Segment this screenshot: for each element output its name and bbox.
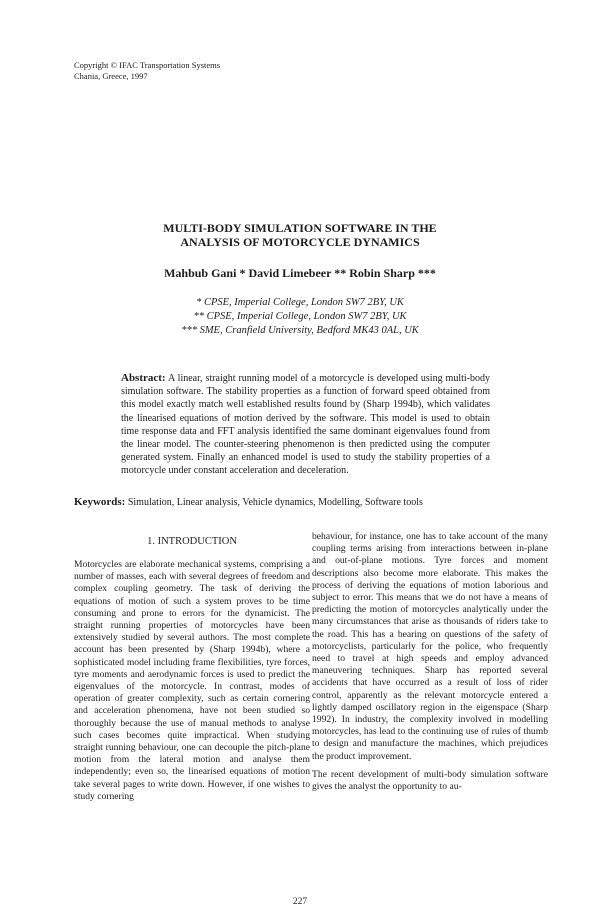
page-number: 227 — [292, 897, 308, 907]
affiliation-1: * CPSE, Imperial College, London SW7 2BY, UK — [196, 297, 404, 308]
author-list: Mahbub Gani * David Limebeer ** Robin Sharp *** — [164, 266, 436, 280]
title-line-1: MULTI-BODY SIMULATION SOFTWARE IN THE — [163, 221, 437, 235]
affiliation-3: *** SME, Cranfield University, Bedford MK43 0AL, UK — [181, 325, 419, 336]
keywords-text: Simulation, Linear analysis, Vehicle dynamics, Modelling, Software tools — [127, 497, 423, 508]
left-column — [74, 531, 310, 803]
conference-location: Chania, Greece, 1997 — [74, 71, 148, 81]
body-paragraph: Motorcycles are elaborate mechanical systems, comprising a number of masses, each with several degrees of freedom and complex coupling geometry. The task of deriving the equations of motion of such a system proves to be time consuming and prone to errors for the dynamicist. The straight running properties of motorcycles have been extensively studied by several authors. The most complete account has been presented by (Sharp 1994b), where a sophisticated model including frame flexibilities, tyre forces, tyre moments and aerodynamic forces is used to predict the eigenvalues of the motorcycle. In contrast, modes of operation of greater complexity, such as certain cornering and acceleration phenomena, have not been studied so thoroughly because the use of manual methods to analyse such cases becomes quite impractical. When studying straight running behaviour, one can decouple the pitch-plane motion from the lateral motion and analyse them independently; even so, the linearised equations of motion take several pages to write down. However, if one wishes to study cornering — [74, 559, 310, 802]
right-column — [312, 531, 548, 793]
abstract-text: A linear, straight running model of a motorcycle is developed using multi-body simulation software. The stability properties as a function of forward speed obtained from this model exactly match well established results found by (Sharp 1994b), which validates the linearised equations of motion derived by the software. This model is used to obtain time response data and FFT analysis identified the same dominant eigenvalues found from the linear model. The counter-steering phenomenon is then predicted using the computer generated system. Finally an enhanced model is used to study the stability properties of a motorcycle under constant acceleration and deceleration. — [121, 373, 490, 477]
body-paragraph: The recent development of multi-body simulation software gives the analyst the opportunity to au- — [312, 768, 548, 793]
paper-title — [0, 221, 600, 249]
keywords — [74, 496, 534, 509]
keywords-label: Keywords: — [74, 496, 126, 508]
affiliations — [0, 296, 600, 338]
copyright-notice — [74, 60, 220, 82]
title-line-2: ANALYSIS OF MOTORCYCLE DYNAMICS — [180, 235, 420, 249]
section-heading: 1. INTRODUCTION — [147, 536, 237, 547]
body-paragraph: behaviour, for instance, one has to take account of the many coupling terms arising from interactions between in-plane and out-of-plane motions. Tyre forces and moment descriptions also become more elaborate. This makes the process of deriving the equations of motion laborious and subject to error. This means that we do not have a means of predicting the motion of motorcycles analytically under the many circumstances that arise as thousands of riders take to the road. This has a bearing on questions of the safety of motorcyclists, particularly for the police, who frequently need to travel at high speeds and employ advanced maneuvering techniques. Sharp has reported several accidents that have occurred as a result of loss of rider control, apparently as the relevant motorcycle entered a lightly damped oscillatory region in the eigenspace (Sharp 1992). In industry, the complexity involved in modelling motorcycles, has lead to the continuing use of rules of thumb to design and manufacture the machines, which prejudices the product improvement. — [312, 531, 548, 762]
abstract — [121, 372, 490, 478]
copyright-line: Copyright © IFAC Transportation Systems — [74, 60, 221, 70]
abstract-label: Abstract: — [121, 372, 166, 384]
affiliation-2: ** CPSE, Imperial College, London SW7 2BY, UK — [193, 311, 407, 322]
